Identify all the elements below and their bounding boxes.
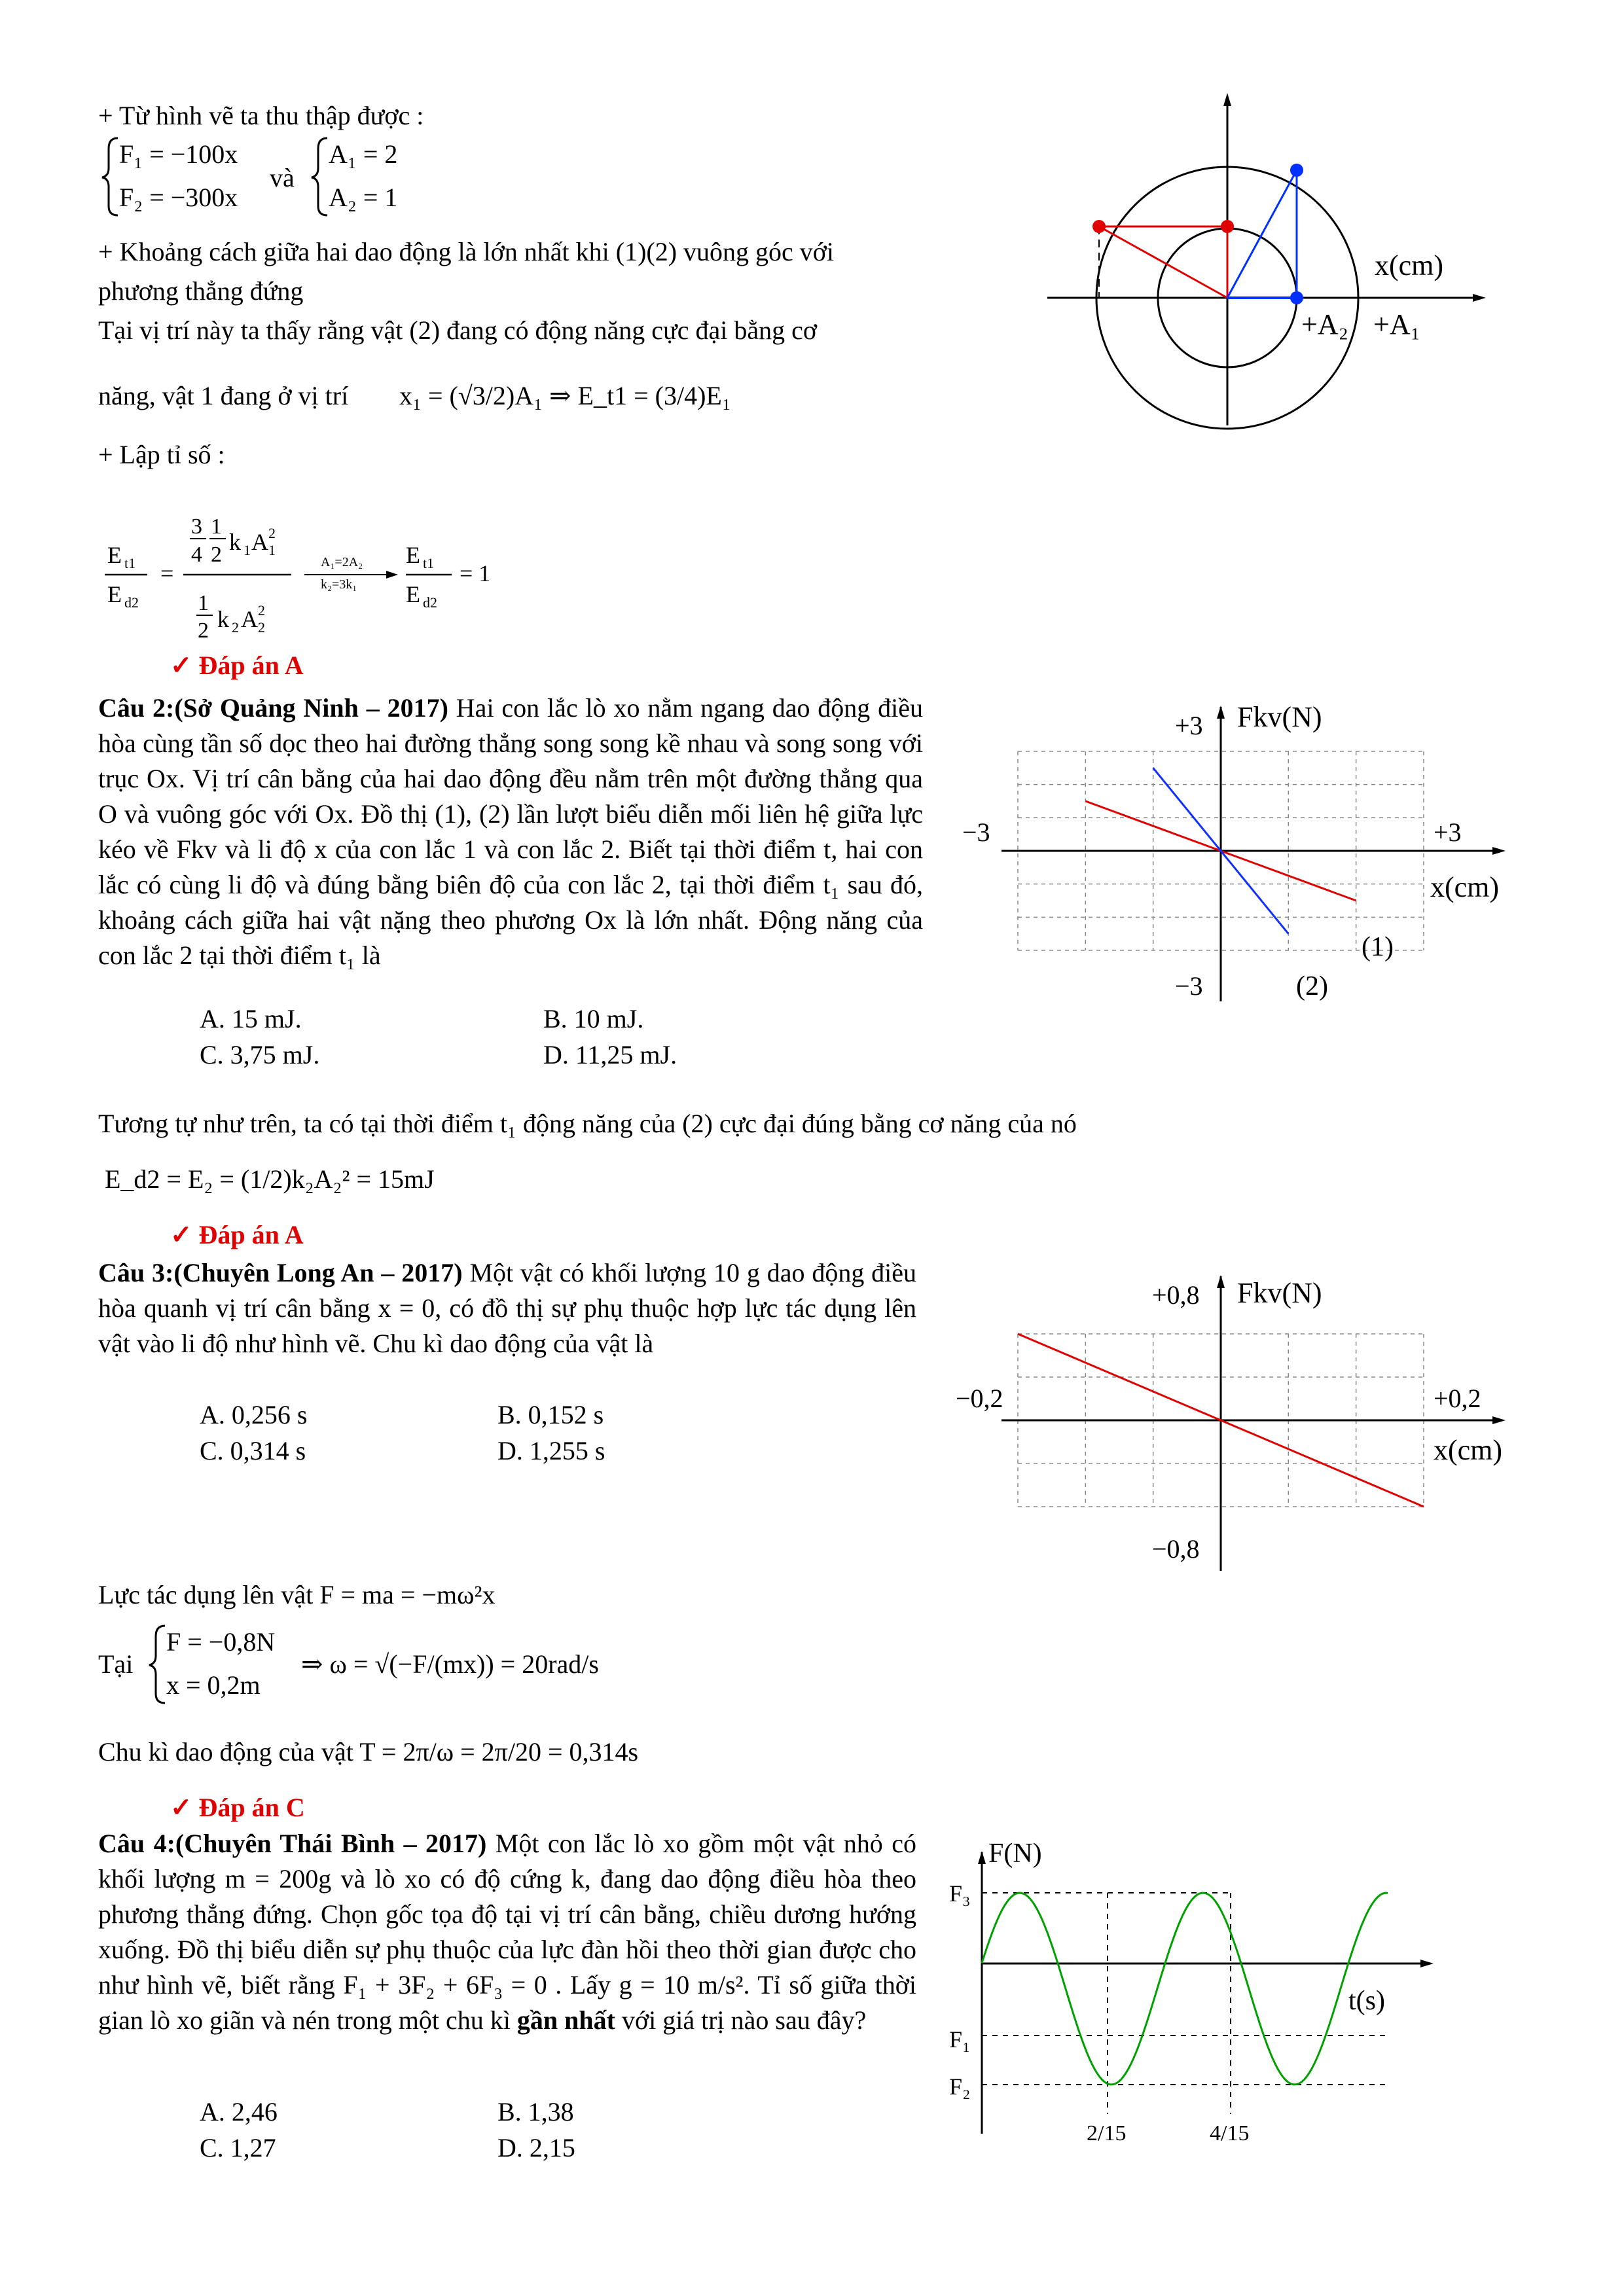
fig4-f3: F₃ bbox=[949, 1880, 971, 1907]
and-word: và bbox=[270, 163, 295, 192]
svg-text:3: 3 bbox=[191, 514, 202, 539]
q4-source: (Chuyên Thái Bình – 2017) bbox=[175, 1829, 487, 1858]
svg-text:A: A bbox=[251, 529, 268, 555]
answer-1 bbox=[170, 648, 304, 683]
figure-force-displacement-2 bbox=[949, 1270, 1538, 1584]
intro-line3b-formula: x₁ = (√3/2)A₁ ⇒ E_t1 = (3/4)E₁ bbox=[399, 381, 731, 410]
q3-option-b[interactable]: B. 0,152 s bbox=[497, 1400, 604, 1429]
q3-sol2-result: ⇒ ω = √(−F/(mx)) = 20rad/s bbox=[301, 1649, 599, 1679]
fig2-x-label: x(cm) bbox=[1430, 871, 1500, 903]
q3-option-d[interactable]: D. 1,255 s bbox=[497, 1436, 605, 1465]
svg-text:2: 2 bbox=[258, 602, 265, 619]
eq-f1: F₁ = −100x bbox=[119, 139, 238, 169]
fig3-y-label: Fkv(N) bbox=[1237, 1277, 1322, 1309]
svg-text:E: E bbox=[406, 581, 420, 607]
point-2 bbox=[1290, 164, 1303, 177]
fig2-y-top: +3 bbox=[1175, 711, 1203, 740]
svg-text:= 1: = 1 bbox=[460, 560, 491, 586]
point-1 bbox=[1092, 220, 1106, 233]
fig3-y-bottom: −0,8 bbox=[1152, 1534, 1200, 1564]
q2-source: (Sở Quảng Ninh – 2017) bbox=[174, 693, 448, 723]
answer-3 bbox=[170, 1790, 305, 1825]
question-2 bbox=[98, 691, 923, 973]
q3-sol3: Chu kì dao động của vật T = 2π/ω = 2π/20 = 0,314s bbox=[98, 1737, 639, 1767]
fig4-tick-1: 2/15 bbox=[1087, 2121, 1127, 2145]
q3-sol1: Lực tác dụng lên vật F = ma = −mω²x bbox=[98, 1580, 496, 1609]
fig2-y-label: Fkv(N) bbox=[1237, 701, 1322, 733]
fig4-tick-2: 4/15 bbox=[1210, 2121, 1250, 2145]
q3-sol2-b: x = 0,2m bbox=[166, 1670, 261, 1700]
ratio-cond1: A₁=2A₂ bbox=[321, 555, 363, 569]
svg-text:2: 2 bbox=[232, 619, 239, 636]
fig1-tick-a2: +A₂ bbox=[1301, 308, 1348, 340]
svg-text:t1: t1 bbox=[423, 555, 435, 571]
fig3-x-left: −0,2 bbox=[956, 1384, 1003, 1413]
svg-text:2: 2 bbox=[268, 525, 276, 541]
figure-force-time bbox=[929, 1833, 1479, 2173]
eq-a1: A₁ = 2 bbox=[329, 139, 398, 169]
intro-line3a: Tại vị trí này ta thấy rằng vật (2) đang có động năng cực đại bằng cơ bbox=[98, 315, 818, 345]
fig4-x-label: t(s) bbox=[1348, 1986, 1385, 2016]
intro-line3b: năng, vật 1 đang ở vị trí bbox=[98, 381, 349, 410]
fig2-label-1: (1) bbox=[1362, 932, 1394, 962]
q2-formula: E_d2 = E₂ = (1/2)k₂A₂² = 15mJ bbox=[105, 1164, 435, 1194]
svg-text:1: 1 bbox=[198, 591, 209, 615]
fig4-f1: F₁ bbox=[949, 2026, 971, 2053]
ratio-cond2: k₂=3k₁ bbox=[321, 577, 357, 592]
fig3-y-top: +0,8 bbox=[1152, 1280, 1200, 1310]
svg-text:k: k bbox=[217, 606, 229, 632]
svg-text:4: 4 bbox=[191, 543, 202, 567]
svg-text:E: E bbox=[107, 542, 122, 568]
q2-option-d[interactable]: D. 11,25 mJ. bbox=[543, 1040, 677, 1069]
intro-line4: + Lập tỉ số : bbox=[98, 440, 225, 469]
fig2-x-left: −3 bbox=[962, 817, 990, 847]
svg-text:1: 1 bbox=[244, 542, 251, 558]
fig1-axis-label: x(cm) bbox=[1375, 249, 1444, 281]
answer-3-text: Đáp án C bbox=[198, 1793, 305, 1822]
q4-option-b[interactable]: B. 1,38 bbox=[497, 2097, 574, 2126]
fig2-label-2: (2) bbox=[1296, 971, 1328, 1001]
svg-text:1: 1 bbox=[211, 514, 222, 539]
intro-system bbox=[98, 134, 439, 219]
q4-text-bold: gần nhất bbox=[516, 2005, 615, 2035]
eq-f2: F₂ = −300x bbox=[119, 183, 238, 212]
q4-option-d[interactable]: D. 2,15 bbox=[497, 2133, 575, 2162]
q4-text-end: với giá trị nào sau đây? bbox=[621, 2005, 867, 2035]
fig2-x-right: +3 bbox=[1434, 817, 1462, 847]
q2-label: Câu 2: bbox=[98, 693, 175, 723]
check-icon: ✓ bbox=[170, 651, 192, 680]
q2-solution: Tương tự như trên, ta có tại thời điểm t₁ động năng của (2) cực đại đúng bằng cơ năng của nó bbox=[98, 1109, 1077, 1138]
q3-sol2 bbox=[98, 1622, 687, 1707]
svg-text:t1: t1 bbox=[124, 555, 136, 571]
fig3-x-right: +0,2 bbox=[1434, 1384, 1481, 1413]
vector-2-blue bbox=[1227, 170, 1297, 298]
q3-source: (Chuyên Long An – 2017) bbox=[173, 1258, 463, 1287]
ratio-fraction-bars bbox=[98, 497, 687, 655]
fig1-tick-a1: +A₁ bbox=[1373, 308, 1420, 340]
check-icon: ✓ bbox=[170, 1220, 192, 1249]
ratio-formula bbox=[98, 497, 687, 655]
svg-text:E: E bbox=[406, 542, 420, 568]
answer-2 bbox=[170, 1217, 304, 1253]
svg-text:2: 2 bbox=[211, 543, 222, 567]
intro-line1: + Từ hình vẽ ta thu thập được : bbox=[98, 101, 424, 130]
vector-1-red bbox=[1099, 226, 1227, 298]
q4-option-a[interactable]: A. 2,46 bbox=[200, 2097, 278, 2126]
check-icon: ✓ bbox=[170, 1793, 192, 1822]
svg-text:2: 2 bbox=[198, 619, 209, 643]
svg-text:A: A bbox=[241, 606, 258, 632]
q4-label: Câu 4: bbox=[98, 1829, 175, 1858]
force-wave-green bbox=[982, 1893, 1388, 2085]
svg-text:d2: d2 bbox=[423, 594, 437, 611]
fig4-f2: F₂ bbox=[949, 2073, 971, 2100]
svg-text:1: 1 bbox=[268, 542, 276, 558]
q3-text: Một vật có khối lượng 10 g dao động điều hòa quanh vị trí cân bằng x = 0, có đồ thị sự phụ thuộc hợp lực tác dụng lên vật vào li độ như hình vẽ. Chu kì dao động của vật là bbox=[98, 1258, 917, 1358]
q4-text: Một con lắc lò xo gồm một vật nhỏ có khối lượng m = 200g và lò xo có độ cứng k, đang dao động điều hòa theo phương thẳng đứng. Chọn gốc tọa độ tại vị trí cân bằng, chiều dương hướng xuống. Đồ thị biểu diễn sự phụ thuộc của lực đàn hồi theo thời gian được cho như hình vẽ, biết rằng F₁ + 3F₂ + 6F₃ = 0 . Lấy g = 10 m/s². Tỉ số giữa thời gian lò xo giãn và nén trong một chu kì bbox=[98, 1829, 916, 2035]
fig3-x-label: x(cm) bbox=[1434, 1434, 1503, 1466]
fig2-y-bottom: −3 bbox=[1175, 971, 1203, 1001]
question-4 bbox=[98, 1826, 916, 2038]
q4-option-c[interactable]: C. 1,27 bbox=[200, 2133, 276, 2162]
svg-text:=: = bbox=[160, 560, 174, 586]
fig4-y-label: F(N) bbox=[988, 1839, 1042, 1869]
q2-text: Hai con lắc lò xo nằm ngang dao động điều hòa cùng tần số dọc theo hai đường thẳng song song kề nhau và song song với trục Ox. Vị trí cân bằng của hai dao động đều nằm trên một đường thẳng qua O và vuông góc với Ox. Đồ thị (1), (2) lần lượt biểu diễn mối liên hệ giữa lực kéo về Fkv và li độ x của con lắc 1 và con lắc 2. Biết tại thời điểm t, hai con lắc có cùng li độ và đúng bằng biên độ của con lắc 2, tại thời điểm t₁ sau đó, khoảng cách giữa hai vật nặng theo phương Ox là lớn nhất. Động năng của con lắc 2 tại thời điểm t₁ là bbox=[98, 693, 924, 970]
intro-line2b: phương thẳng đứng bbox=[98, 276, 304, 306]
figure-phasor-circles bbox=[969, 92, 1492, 432]
q3-option-c[interactable]: C. 0,314 s bbox=[200, 1436, 306, 1465]
answer-2-text: Đáp án A bbox=[198, 1220, 304, 1249]
q3-option-a[interactable]: A. 0,256 s bbox=[200, 1400, 308, 1429]
svg-text:2: 2 bbox=[258, 619, 265, 636]
answer-1-text: Đáp án A bbox=[198, 651, 304, 680]
question-3 bbox=[98, 1255, 916, 1361]
q2-option-a[interactable]: A. 15 mJ. bbox=[200, 1004, 302, 1033]
figure-force-displacement-1 bbox=[949, 694, 1538, 1021]
svg-text:k: k bbox=[229, 529, 241, 555]
svg-text:E: E bbox=[107, 581, 122, 607]
eq-a2: A₂ = 1 bbox=[329, 183, 398, 212]
q3-sol2-prefix: Tại bbox=[98, 1649, 134, 1679]
q3-sol2-a: F = −0,8N bbox=[166, 1627, 276, 1657]
q2-option-b[interactable]: B. 10 mJ. bbox=[543, 1004, 644, 1033]
svg-text:d2: d2 bbox=[124, 594, 139, 611]
q3-label: Câu 3: bbox=[98, 1258, 174, 1287]
q2-option-c[interactable]: C. 3,75 mJ. bbox=[200, 1040, 320, 1069]
intro-line2a: + Khoảng cách giữa hai dao động là lớn nhất khi (1)(2) vuông góc với bbox=[98, 237, 835, 266]
